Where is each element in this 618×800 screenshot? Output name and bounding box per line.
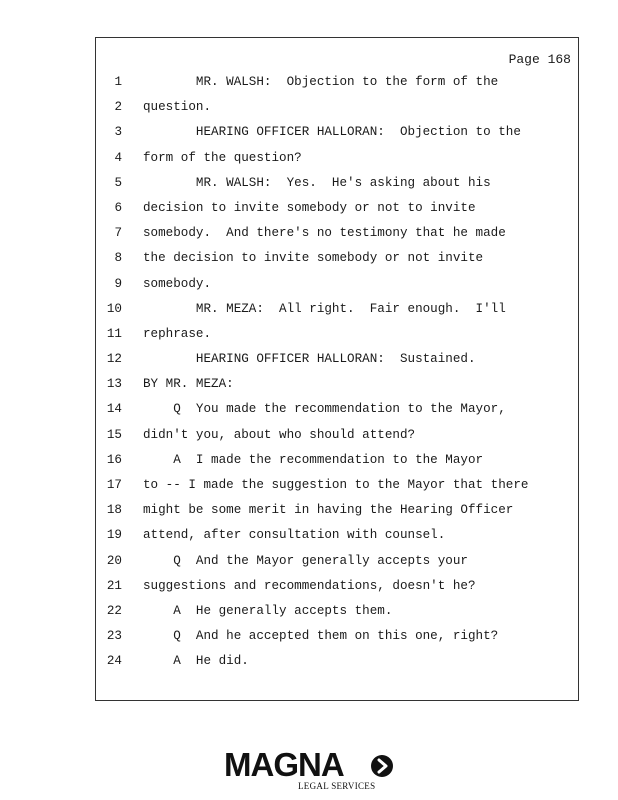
line-text: the decision to invite somebody or not invite [143, 251, 484, 266]
transcript-line [96, 653, 578, 678]
line-text: question. [143, 100, 212, 115]
line-text: decision to invite somebody or not to invite [143, 200, 476, 215]
line-number: 10 [106, 301, 122, 316]
line-number: 8 [114, 251, 122, 266]
line-number: 3 [114, 125, 122, 140]
line-number: 7 [114, 226, 122, 241]
line-number: 17 [106, 478, 122, 492]
line-number: 15 [106, 427, 122, 442]
transcript-line [96, 527, 578, 552]
transcript-line [96, 603, 578, 628]
transcript-line [96, 200, 578, 225]
line-number: 22 [106, 603, 122, 618]
line-number: 12 [106, 352, 122, 367]
line-number: 18 [106, 503, 122, 518]
transcript-line [96, 301, 578, 326]
transcript-line [96, 578, 578, 603]
transcript-line [96, 502, 578, 527]
line-number: 13 [106, 377, 122, 392]
transcript-body [96, 74, 578, 679]
line-text: BY MR. MEZA: [143, 377, 234, 392]
line-number: 11 [106, 326, 122, 341]
transcript-line [96, 225, 578, 250]
transcript-line [96, 427, 578, 452]
transcript-line [96, 351, 578, 376]
line-text: Q And the Mayor generally accepts your [143, 553, 468, 568]
line-text: attend, after consultation with counsel. [143, 528, 446, 543]
line-number: 5 [114, 175, 122, 190]
transcript-line [96, 553, 578, 578]
line-text: somebody. And there's no testimony that he made [143, 226, 506, 241]
logo-tagline: LEGAL SERVICES [298, 781, 376, 791]
line-text: didn't you, about who should attend? [143, 427, 416, 442]
line-text: Q And he accepted them on this one, right? [143, 629, 499, 644]
line-text: MR. MEZA: All right. Fair enough. I'll [143, 301, 506, 316]
transcript-line [96, 74, 578, 99]
magna-logo [224, 748, 396, 792]
transcript-line [96, 150, 578, 175]
transcript-line [96, 376, 578, 401]
line-text: MR. WALSH: Objection to the form of the [143, 75, 499, 89]
transcript-line [96, 250, 578, 275]
line-text: A He generally accepts them. [143, 603, 393, 618]
arrow-right-circle-icon [371, 755, 393, 777]
line-number: 14 [106, 402, 122, 417]
line-number: 9 [114, 276, 122, 291]
transcript-line [96, 452, 578, 477]
line-text: HEARING OFFICER HALLORAN: Sustained. [143, 352, 476, 367]
transcript-line [96, 628, 578, 653]
transcript-line [96, 401, 578, 426]
page-number: Page 168 [508, 52, 571, 67]
transcript-page [95, 37, 579, 701]
line-number: 24 [106, 654, 122, 669]
line-text: Q You made the recommendation to the Mayor, [143, 402, 506, 417]
line-text: suggestions and recommendations, doesn't he? [143, 578, 476, 593]
line-number: 19 [106, 528, 122, 543]
transcript-line [96, 175, 578, 200]
line-number: 4 [114, 150, 122, 165]
transcript-line [96, 276, 578, 301]
line-text: A He did. [143, 654, 249, 669]
line-text: rephrase. [143, 326, 212, 341]
line-number: 21 [106, 578, 122, 593]
line-number: 6 [114, 200, 122, 215]
line-number: 23 [106, 629, 122, 644]
line-number: 20 [106, 553, 122, 568]
line-text: to -- I made the suggestion to the Mayor that there [143, 478, 529, 492]
transcript-line [96, 477, 578, 502]
transcript-line [96, 326, 578, 351]
line-number: 16 [106, 452, 122, 467]
line-text: form of the question? [143, 150, 302, 165]
line-number: 1 [114, 75, 122, 89]
line-text: somebody. [143, 276, 212, 291]
line-text: A I made the recommendation to the Mayor [143, 452, 484, 467]
line-number: 2 [114, 100, 122, 115]
line-text: HEARING OFFICER HALLORAN: Objection to the [143, 125, 521, 140]
line-text: MR. WALSH: Yes. He's asking about his [143, 175, 491, 190]
logo-wordmark: MAGNA [224, 746, 344, 783]
transcript-line [96, 124, 578, 149]
transcript-line [96, 99, 578, 124]
line-text: might be some merit in having the Hearing Officer [143, 503, 514, 518]
